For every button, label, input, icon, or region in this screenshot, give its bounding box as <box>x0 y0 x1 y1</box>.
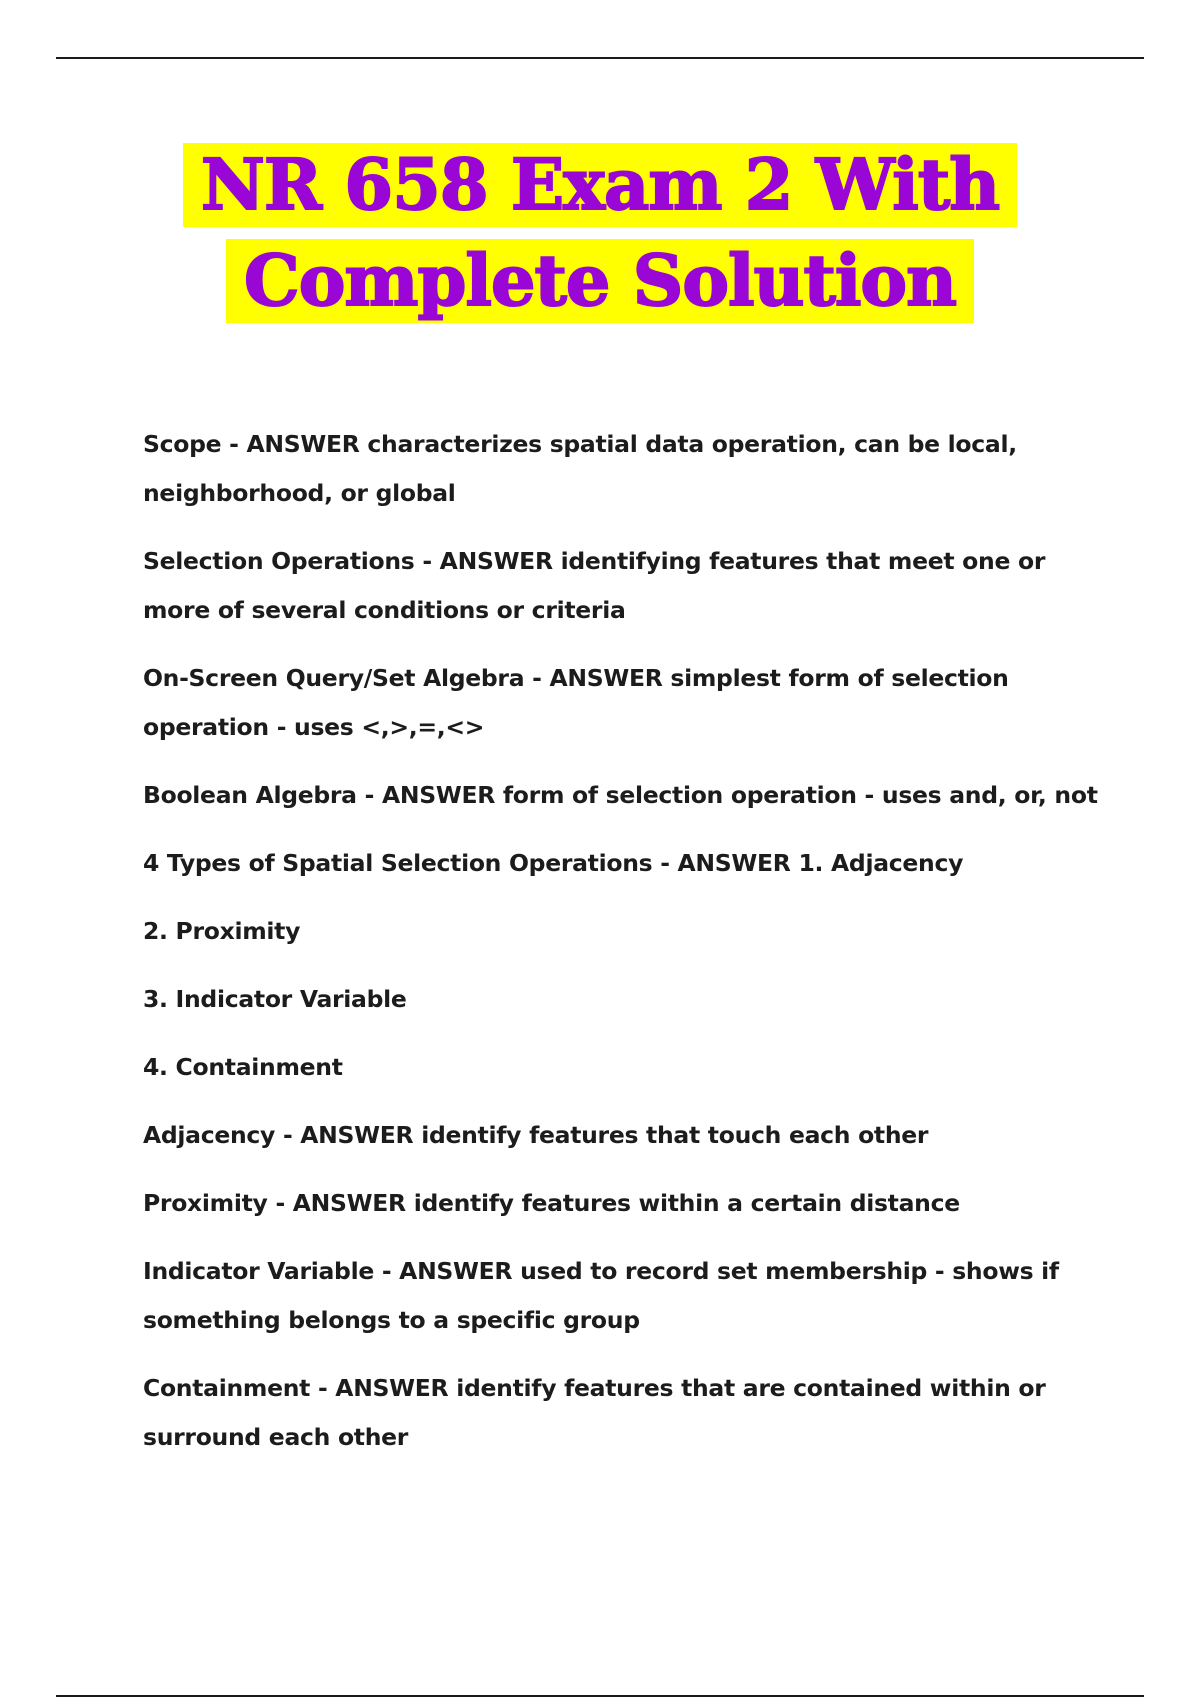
qa-entry: Indicator Variable - ANSWER used to record set membership - shows if something belongs to a specific group <box>143 1257 1059 1334</box>
qa-entry: 4. Containment <box>143 1053 343 1081</box>
qa-entry: 2. Proximity <box>143 917 301 945</box>
qa-entry: Scope - ANSWER characterizes spatial data operation, can be local, neighborhood, or global <box>143 430 1017 507</box>
top-divider <box>56 57 1144 59</box>
qa-entry: Selection Operations - ANSWER identifying features that meet one or more of several conditions or criteria <box>143 547 1046 624</box>
title-line-1: NR 658 Exam 2 With <box>183 143 1017 227</box>
qa-list <box>143 420 1103 1481</box>
title-line-2: Complete Solution <box>226 239 974 323</box>
qa-entry: 3. Indicator Variable <box>143 985 407 1013</box>
document-title <box>0 143 1200 323</box>
qa-entry: Adjacency - ANSWER identify features that touch each other <box>143 1121 929 1149</box>
qa-entry: Containment - ANSWER identify features that are contained within or surround each other <box>143 1374 1046 1451</box>
qa-entry: Proximity - ANSWER identify features within a certain distance <box>143 1189 960 1217</box>
qa-entry: 4 Types of Spatial Selection Operations - ANSWER 1. Adjacency <box>143 849 964 877</box>
qa-entry: Boolean Algebra - ANSWER form of selection operation - uses and, or, not <box>143 781 1098 809</box>
qa-entry: On-Screen Query/Set Algebra - ANSWER simplest form of selection operation - uses <,>,=,<> <box>143 664 1009 741</box>
bottom-divider <box>56 1695 1144 1697</box>
